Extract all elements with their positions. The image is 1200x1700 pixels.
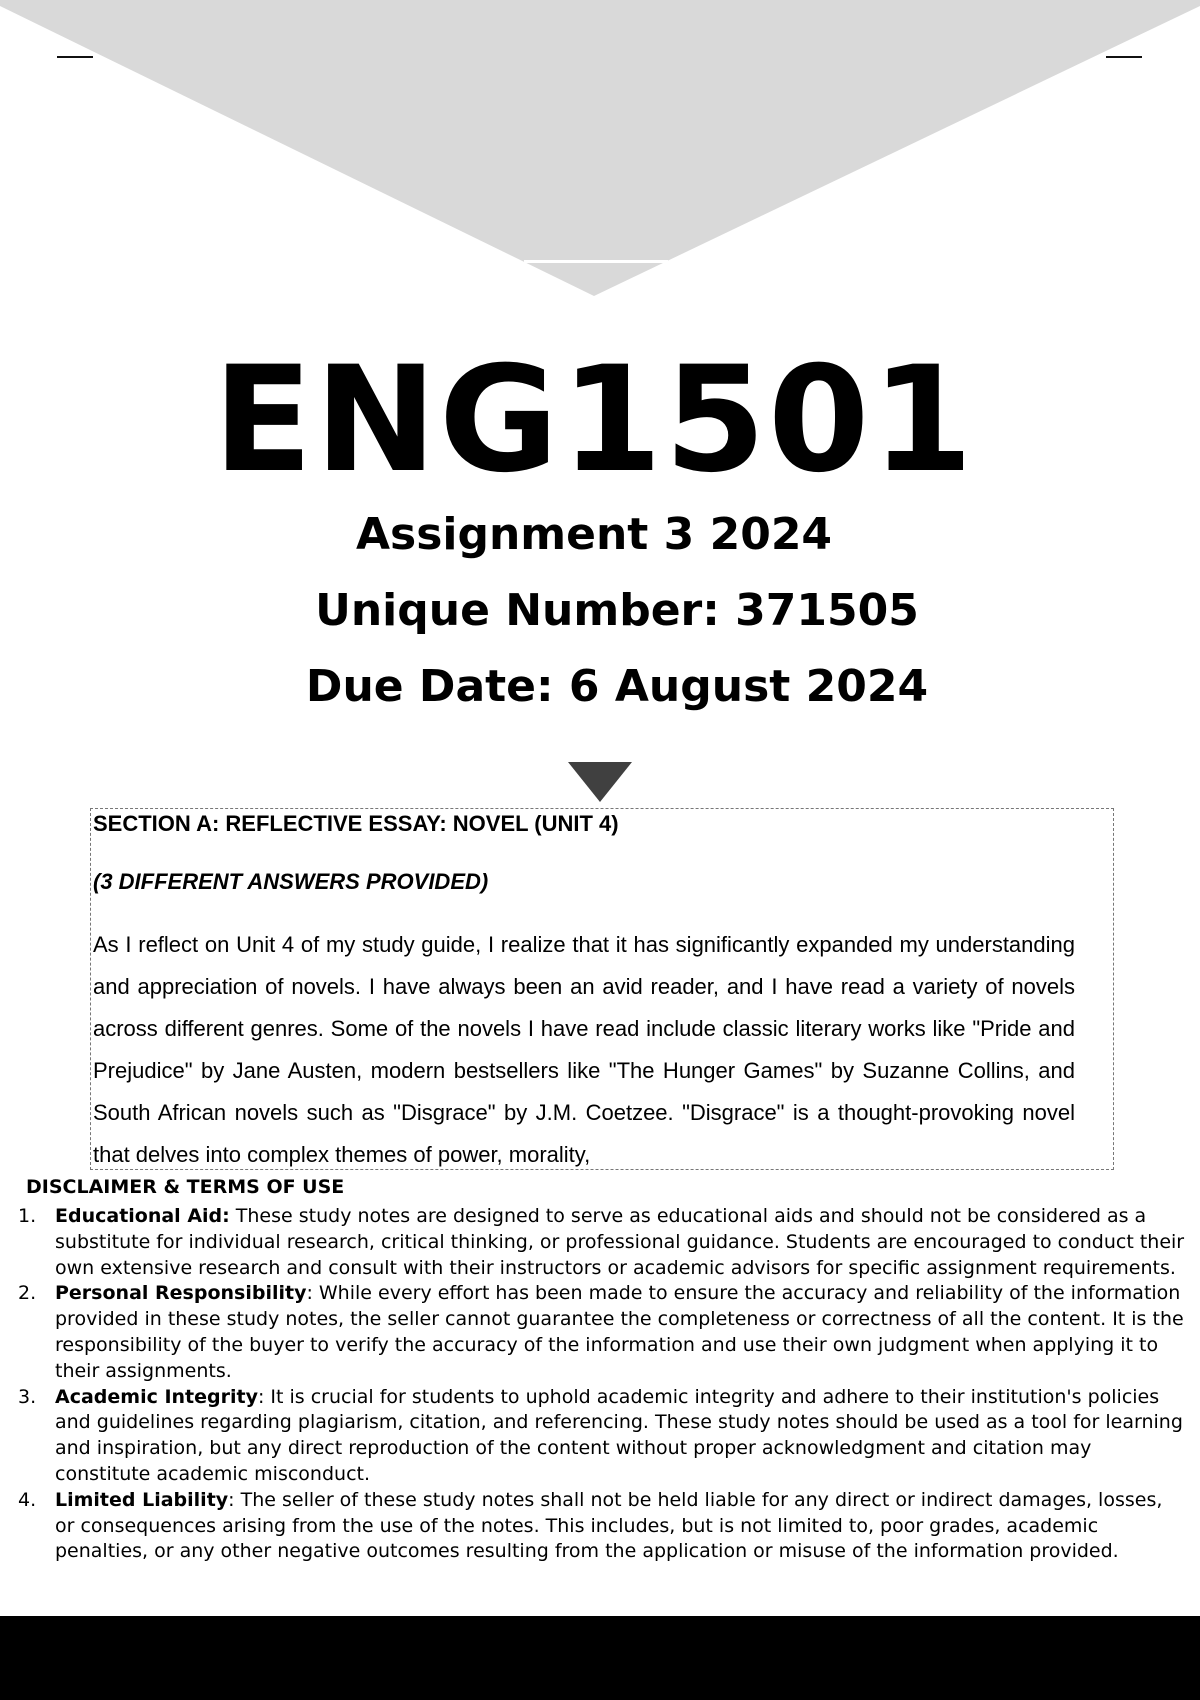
banner-notch bbox=[524, 260, 668, 263]
list-item-number: 1. bbox=[18, 1205, 37, 1227]
list-item-title: Academic Integrity bbox=[55, 1385, 258, 1408]
cover-banner bbox=[0, 0, 1200, 300]
course-code-title: ENG1501 bbox=[212, 335, 976, 505]
corner-rule-left bbox=[57, 56, 93, 58]
terms-list bbox=[0, 1204, 1200, 1565]
down-triangle-icon bbox=[568, 762, 632, 802]
essay-text: As I reflect on Unit 4 of my study guide, I realize that it has significantly expanded my understanding and appreciation of novels. I have always been an avid reader, and I have read a variety of novels across different genres. Some of the novels I have read include classic literary works like "Pride and Prejudice" by Jane Austen, modern bestsellers like "The Hunger Games" by Suzanne Collins, and South African novels such as "Disgrace" by J.M. Coetzee. "Disgrace" is a thought-provoking novel that delves into complex themes of power, morality, bbox=[93, 932, 1075, 1167]
essay-preview-box bbox=[90, 808, 1114, 1170]
list-item-text: : While every effort has been made to ensure the accuracy and reliability of the information provided in these study notes, the seller cannot guarantee the completeness or correctness of all the content. It is the responsibility of the buyer to verify the accuracy of the information and use their own judgment when applying it to their assignments. bbox=[55, 1282, 1184, 1382]
list-item bbox=[0, 1488, 1200, 1565]
assignment-title: Assignment 3 2024 bbox=[355, 509, 833, 560]
list-item-title: Personal Responsibility bbox=[55, 1282, 307, 1305]
list-item-number: 4. bbox=[18, 1488, 37, 1511]
disclaimer-heading: DISCLAIMER & TERMS OF USE bbox=[26, 1176, 345, 1198]
list-item-text: These study notes are designed to serve as educational aids and should not be considered as a substitute for individual research, critical thinking, or professional guidance. Students are encouraged to conduct their own extensive research and consult with their instructors or academic advisors for specific assignment requirements. bbox=[55, 1205, 1185, 1279]
list-item bbox=[0, 1204, 1200, 1281]
unique-number: Unique Number: 371505 bbox=[315, 585, 919, 636]
section-subheading: (3 DIFFERENT ANSWERS PROVIDED) bbox=[93, 869, 489, 894]
list-item bbox=[0, 1281, 1200, 1384]
list-item-title: Limited Liability bbox=[55, 1488, 229, 1511]
banner-chevron-shape bbox=[0, 0, 1200, 296]
section-heading: SECTION A: REFLECTIVE ESSAY: NOVEL (UNIT 4) bbox=[93, 811, 619, 836]
list-item-title: Educational Aid: bbox=[55, 1205, 230, 1227]
due-date: Due Date: 6 August 2024 bbox=[305, 661, 929, 712]
list-item-text: : The seller of these study notes shall not be held liable for any direct or indirect damages, losses, or consequences arising from the use of the notes. This includes, but is not limited to, poor grades, academic penalties, or any other negative outcomes resulting from the application or misuse of the information provided. bbox=[55, 1488, 1163, 1563]
list-item-number: 2. bbox=[18, 1282, 37, 1305]
footer-bar bbox=[0, 1616, 1200, 1700]
list-item-text: : It is crucial for students to uphold academic integrity and adhere to their institution's policies and guidelines regarding plagiarism, citation, and referencing. These study notes should be used as a tool for learning and inspiration, but any direct reproduction of the content without proper acknowledgment and citation may constitute academic misconduct. bbox=[55, 1385, 1183, 1485]
corner-rule-right bbox=[1106, 56, 1142, 58]
list-item-number: 3. bbox=[18, 1385, 37, 1408]
list-item bbox=[0, 1385, 1200, 1488]
